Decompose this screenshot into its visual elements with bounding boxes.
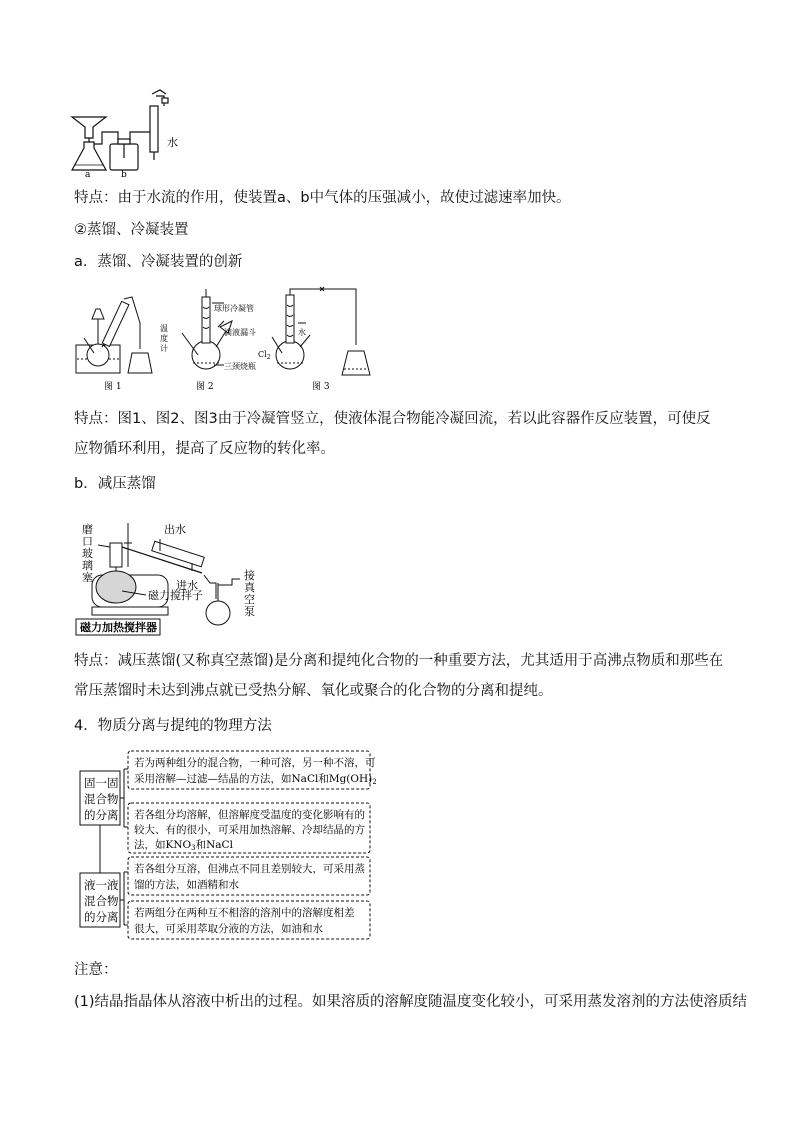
label-vacuum-2: 真 <box>244 581 255 594</box>
label-liquid-liquid-1: 液一液 <box>84 878 119 892</box>
heading-b: b．减压蒸馏 <box>74 476 156 492</box>
label-reflux-condenser: 球形冷凝管 <box>214 304 254 313</box>
caption-fig3: 图 3 <box>312 382 330 392</box>
label-stopper-5: 塞 <box>82 571 93 584</box>
label-thermometer-1: 温 <box>160 324 168 333</box>
label-thermometer-3: 计 <box>160 344 168 353</box>
label-water-out: 出水 <box>164 523 186 536</box>
label-liquid-liquid-2: 混合物 <box>84 894 119 908</box>
label-stopper-3: 玻 <box>82 547 93 560</box>
label-three-neck-flask: 三颈烧瓶 <box>224 362 256 371</box>
note-1: (1)结晶指晶体从溶液中析出的过程。如果溶质的溶解度随温度变化较小，可采用蒸发溶剂的方法使溶质结 <box>74 994 748 1010</box>
separation-diagram <box>74 745 377 943</box>
box2-line2: 较大、有的很小，可采用加热溶解、冷却结晶的方 <box>134 824 365 836</box>
label-stopper-1: 磨 <box>82 523 93 536</box>
label-vacuum-1: 接 <box>244 569 255 582</box>
vacuum-distillation-figure <box>72 503 272 639</box>
label-liquid-liquid-3: 的分离 <box>84 910 119 924</box>
box3-line1: 若各组分互溶，但沸点不同且差别较大，可采用蒸 <box>134 863 365 875</box>
heading-4: 4．物质分离与提纯的物理方法 <box>74 718 272 734</box>
condensation-figure <box>72 283 382 395</box>
vacuum-note: 特点：减压蒸馏(又称真空蒸馏)是分离和提纯化合物的一种重要方法，尤其适用于高沸点物质和那些在常压蒸馏时未达到沸点就已受热分解、氧化或聚合的化合物的分离和提纯。 <box>74 653 724 699</box>
label-water: 水 <box>298 328 306 337</box>
label-vacuum-4: 泵 <box>244 605 255 618</box>
label-thermometer-2: 度 <box>160 334 168 343</box>
label-stopper-4: 璃 <box>82 559 93 572</box>
box2-line3: 法，如KNO3和NaCl <box>134 839 233 852</box>
label-solid-solid-2: 混合物 <box>84 792 119 806</box>
label-stopper-2: 口 <box>82 535 93 548</box>
box3-line2: 馏的方法，如酒精和水 <box>134 879 239 891</box>
label-solid-solid-3: 的分离 <box>84 808 119 822</box>
filter-note: 特点：由于水流的作用，使装置a、b中气体的压强减小，故使过滤速率加快。 <box>74 190 571 206</box>
label-dropping-funnel: 滴液漏斗 <box>224 328 256 337</box>
condensation-note: 特点：图1、图2、图3由于冷凝管竖立，使液体混合物能冷凝回流，若以此容器作反应装置，可使反应物循环利用，提高了反应物的转化率。 <box>74 411 711 457</box>
heading-a: a．蒸馏、冷凝装置的创新 <box>74 254 243 270</box>
label-b: b <box>121 170 127 180</box>
label-vacuum-3: 空 <box>244 593 255 606</box>
label-heater: 磁力加热搅拌器 <box>80 621 157 634</box>
box4-line2: 很大，可采用萃取分液的方法，如油和水 <box>134 923 323 935</box>
label-solid-solid-1: 固一固 <box>84 776 119 790</box>
caption-fig2: 图 2 <box>196 382 214 392</box>
box4-line1: 若两组分在两种互不相溶的溶剂中的溶解度相差 <box>134 907 355 919</box>
box2-line1: 若各组分均溶解，但溶解度受温度的变化影响有的 <box>134 809 365 821</box>
heading-distillation: ②蒸馏、冷凝装置 <box>74 222 189 238</box>
label-water-in: 进水 <box>176 579 198 592</box>
label-cl2: $Cl_2$ <box>258 350 271 361</box>
box1-line1: 若为两种组分的混合物，一种可溶，另一种不溶，可 <box>134 757 376 769</box>
caption-fig1: 图 1 <box>104 382 122 392</box>
label-stirrer-bar: 磁力搅拌子 <box>148 589 203 602</box>
note-heading: 注意： <box>74 962 118 978</box>
suction-filtration-figure <box>68 86 188 178</box>
box1-line2: 采用溶解—过滤—结晶的方法，如NaCl和Mg(OH)2 <box>134 773 377 786</box>
label-water: 水 <box>167 136 178 149</box>
label-a: a <box>85 170 91 180</box>
